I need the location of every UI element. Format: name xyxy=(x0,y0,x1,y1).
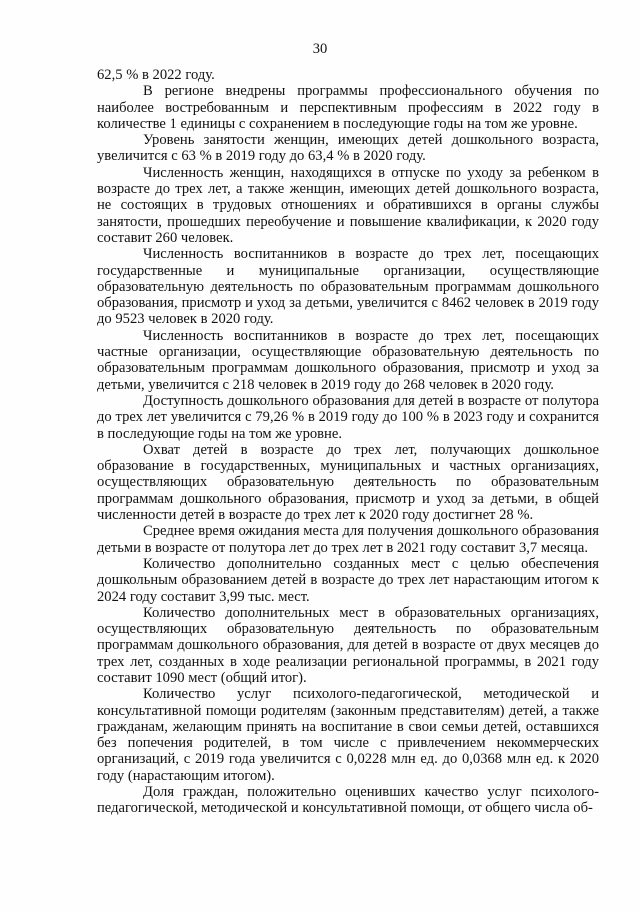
paragraph-regional-program-places: Количество дополнительных мест в образовательных организациях, осуществляющих образовательную деятельность по образовательным программам дошкольного образования, для детей в возрасте от двух месяцев до трех лет, созданных в ходе реализации региональной программы, в 2021 году составит 1090 мест (общий итог). xyxy=(97,604,599,686)
paragraph-waiting-time: Среднее время ожидания места для получения дошкольного образования детьми в возрасте от полутора лет до трех лет в 2021 году составит 3,7 месяца. xyxy=(97,523,599,556)
paragraph-women-employment: Уровень занятости женщин, имеющих детей дошкольного возраста, увеличится с 63 % в 2019 году до 63,4 % в 2020 году. xyxy=(97,132,599,165)
paragraph-preschool-accessibility: Доступность дошкольного образования для детей в возрасте от полутора до трех лет увеличится с 79,26 % в 2019 году до 100 % в 2023 году и сохранится в последующие годы на том же уровне. xyxy=(97,392,599,442)
paragraph-women-retraining: Численность женщин, находящихся в отпуске по уходу за ребенком в возрасте до трех лет, а также женщин, имеющих детей дошкольного возраста, не состоящих в трудовых отношениях и обратившихся в органы службы занятости, прошедших переобучение и повышение квалификации, к 2020 году составит 260 человек. xyxy=(97,164,599,246)
paragraph-parent-support-services: Количество услуг психолого-педагогической, методической и консультативной помощи родителям (законным представителям) детей, а также гражданам, желающим принять на воспитание в свои семьи детей, оставшихся без попечения родителей, в том числе с привлечением некоммерческих организаций, с 2019 года увеличится с 0,0228 млн ед. до 0,0368 млн ед. к 2020 году (нарастающим итогом). xyxy=(97,686,599,784)
paragraph-vocational-training: В регионе внедрены программы профессионального обучения по наиболее востребованным и перспективным профессиям в 2022 году в количестве 1 единицы с сохранением в последующие годы на том же уровне. xyxy=(97,83,599,132)
document-body xyxy=(97,67,599,817)
paragraph-public-preschool-pupils: Численность воспитанников в возрасте до трех лет, посещающих государственные и муниципальные организации, осуществляющие образовательную деятельность по образовательным программам дошкольного образования, присмотр и уход за детьми, увеличится с 8462 человек в 2019 году до 9523 человек в 2020 году. xyxy=(97,246,599,328)
paragraph-private-preschool-pupils: Численность воспитанников в возрасте до трех лет, посещающих частные организации, осуществляющие образовательную деятельность по образовательным программам дошкольного образования, присмотр и уход за детьми, увеличится с 218 человек в 2019 году до 268 человек в 2020 году. xyxy=(97,327,599,393)
paragraph-continuation: 62,5 % в 2022 году. xyxy=(97,67,215,83)
page-number: 30 xyxy=(312,41,328,57)
paragraph-service-quality-share: Доля граждан, положительно оценивших качество услуг психолого-педагогической, методической и консультативной помощи, от общего числа об- xyxy=(97,784,599,817)
paragraph-additional-places: Количество дополнительно созданных мест с целью обеспечения дошкольным образованием детей в возрасте до трех лет нарастающим итогом к 2024 году составит 3,99 тыс. мест. xyxy=(97,555,599,605)
paragraph-preschool-coverage: Охват детей в возрасте до трех лет, получающих дошкольное образование в государственных, муниципальных и частных организациях, осуществляющих образовательную деятельность по образовательным программам дошкольного образования, присмотр и уход за детьми, в общей численности детей в возрасте до трех лет к 2020 году достигнет 28 %. xyxy=(97,441,599,524)
